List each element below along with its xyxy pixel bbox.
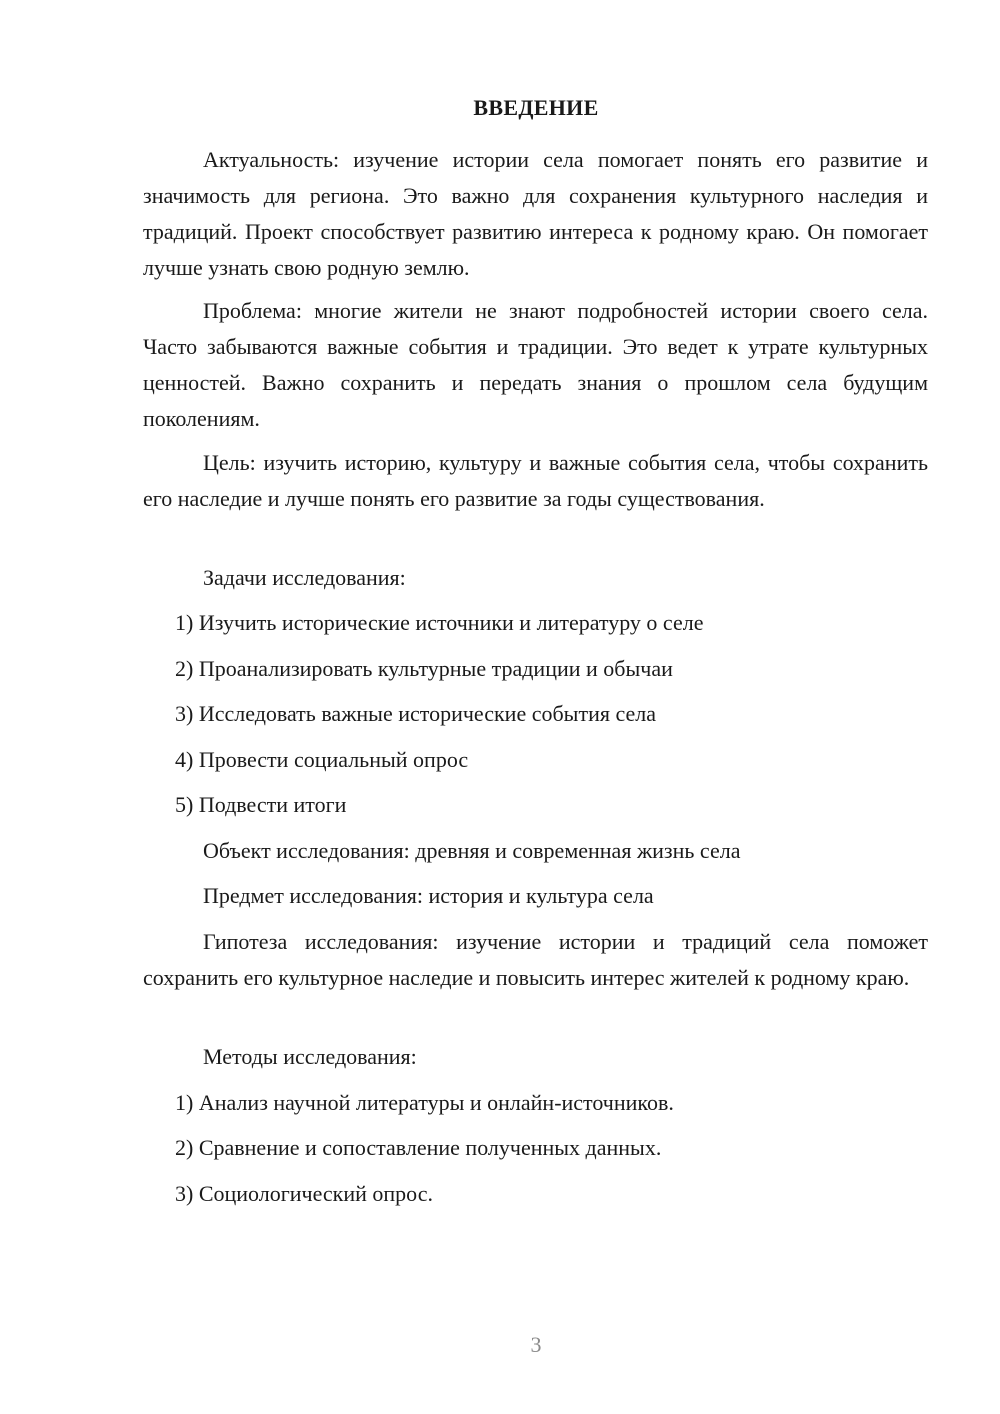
methods-heading: Методы исследования: xyxy=(203,1044,417,1069)
page-number: 3 xyxy=(530,1332,542,1357)
goal-paragraph: Цель: изучить историю, культуру и важные события села, чтобы сохранить его наследие и лучше понять его развитие за годы существования. xyxy=(143,450,928,511)
method-item: 2) Сравнение и сопоставление полученных данных. xyxy=(175,1135,662,1160)
method-item: 1) Анализ научной литературы и онлайн-источников. xyxy=(175,1090,674,1115)
research-subject: Предмет исследования: история и культура села xyxy=(203,883,654,908)
task-item: 4) Провести социальный опрос xyxy=(175,747,469,772)
task-item: 5) Подвести итоги xyxy=(175,792,347,817)
task-item: 3) Исследовать важные исторические события села xyxy=(175,701,657,726)
task-item: 1) Изучить исторические источники и литературу о селе xyxy=(175,610,704,635)
task-item: 2) Проанализировать культурные традиции и обычаи xyxy=(175,656,673,681)
relevance-paragraph: Актуальность: изучение истории села помогает понять его развитие и значимость для региона. Это важно для сохранения культурного наследия и традиций. Проект способствует развитию интереса к родному краю. Он помогает лучше узнать свою родную землю. xyxy=(143,147,928,280)
research-object: Объект исследования: древняя и современная жизнь села xyxy=(203,838,741,863)
hypothesis-paragraph: Гипотеза исследования: изучение истории и традиций села поможет сохранить его культурное наследие и повысить интерес жителей к родному краю. xyxy=(143,929,928,990)
tasks-heading: Задачи исследования: xyxy=(203,565,406,590)
method-item: 3) Социологический опрос. xyxy=(175,1181,433,1206)
page-title: ВВЕДЕНИЕ xyxy=(473,95,599,120)
problem-paragraph: Проблема: многие жители не знают подробностей истории своего села. Часто забываются важные события и традиции. Это ведет к утрате культурных ценностей. Важно сохранить и передать знания о прошлом села будущим поколениям. xyxy=(143,298,928,431)
